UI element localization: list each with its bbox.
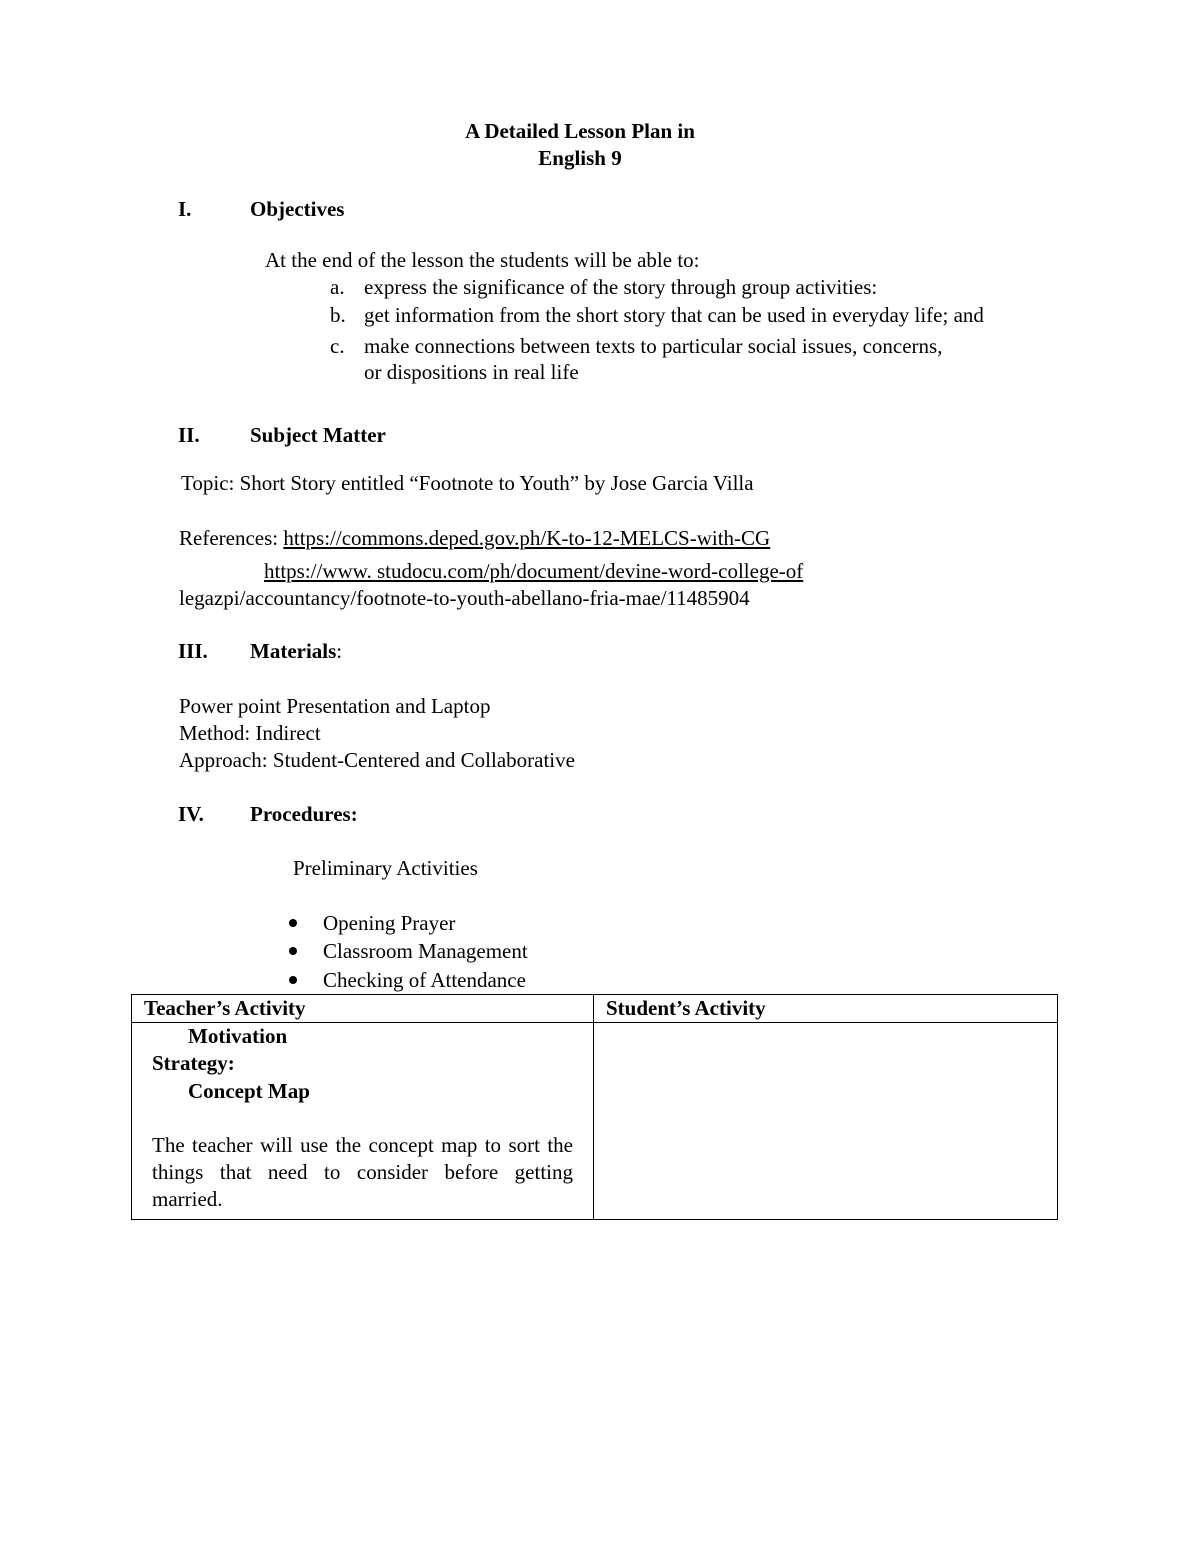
approach-line: Approach: Student-Centered and Collaborative xyxy=(179,748,575,772)
motivation-label: Motivation xyxy=(188,1024,288,1048)
bullet-item-classroom-management: Classroom Management xyxy=(323,939,528,963)
objectives-numeral: I. xyxy=(178,197,192,221)
concept-map-label: Concept Map xyxy=(188,1079,310,1103)
materials-line: Power point Presentation and Laptop xyxy=(179,694,491,718)
bullet-icon xyxy=(289,919,297,927)
student-activity-cell xyxy=(594,1023,1058,1220)
objective-marker-c: c. xyxy=(330,334,345,358)
bullet-icon xyxy=(289,976,297,984)
references-label: References: xyxy=(179,526,284,550)
teacher-activity-description: The teacher will use the concept map to sort the things that need to consider before getting married. xyxy=(152,1133,573,1211)
method-line: Method: Indirect xyxy=(179,721,321,745)
student-activity-header: Student’s Activity xyxy=(594,995,1058,1023)
procedures-numeral: IV. xyxy=(178,802,204,826)
bullet-icon xyxy=(289,947,297,955)
materials-heading: Materials xyxy=(250,639,337,663)
objective-item-b: get information from the short story that can be used in everyday life; and xyxy=(364,303,984,327)
references-line xyxy=(179,525,770,552)
teacher-activity-header: Teacher’s Activity xyxy=(132,995,594,1023)
topic-line: Topic: Short Story entitled “Footnote to Youth” by Jose Garcia Villa xyxy=(181,471,754,495)
activity-table-header-row xyxy=(132,995,1058,1023)
document-subtitle: English 9 xyxy=(538,146,622,170)
subject-matter-numeral: II. xyxy=(178,423,200,447)
objective-item-c: make connections between texts to particular social issues, concerns, xyxy=(364,334,943,358)
materials-numeral: III. xyxy=(178,639,208,663)
objective-marker-b: b. xyxy=(330,303,346,327)
objectives-heading: Objectives xyxy=(250,197,345,221)
subject-matter-heading: Subject Matter xyxy=(250,423,386,447)
preliminary-activities-label: Preliminary Activities xyxy=(293,856,478,880)
objective-item-c-continued: or dispositions in real life xyxy=(364,360,579,384)
activity-table-row xyxy=(132,1023,1058,1220)
procedures-heading: Procedures: xyxy=(250,802,358,826)
materials-colon: : xyxy=(336,639,343,663)
activity-table xyxy=(131,994,1058,1220)
reference-link-deped[interactable]: https://commons.deped.gov.ph/K-to-12-MELCS-with-CG xyxy=(283,526,771,550)
reference-link-studocu[interactable]: https://www. studocu.com/ph/document/devine-word-college-of xyxy=(264,559,804,583)
reference-link-studocu-continued: legazpi/accountancy/footnote-to-youth-abellano-fria-mae/11485904 xyxy=(179,586,750,610)
materials-heading-line xyxy=(250,638,342,665)
objective-marker-a: a. xyxy=(330,275,345,299)
objective-item-a: express the significance of the story through group activities: xyxy=(364,275,878,299)
document-title: A Detailed Lesson Plan in xyxy=(465,119,695,143)
bullet-item-checking-attendance: Checking of Attendance xyxy=(323,968,526,992)
bullet-item-opening-prayer: Opening Prayer xyxy=(323,911,456,935)
objectives-intro: At the end of the lesson the students will be able to: xyxy=(265,248,700,272)
teacher-activity-cell xyxy=(132,1023,594,1220)
strategy-label: Strategy: xyxy=(152,1051,235,1075)
